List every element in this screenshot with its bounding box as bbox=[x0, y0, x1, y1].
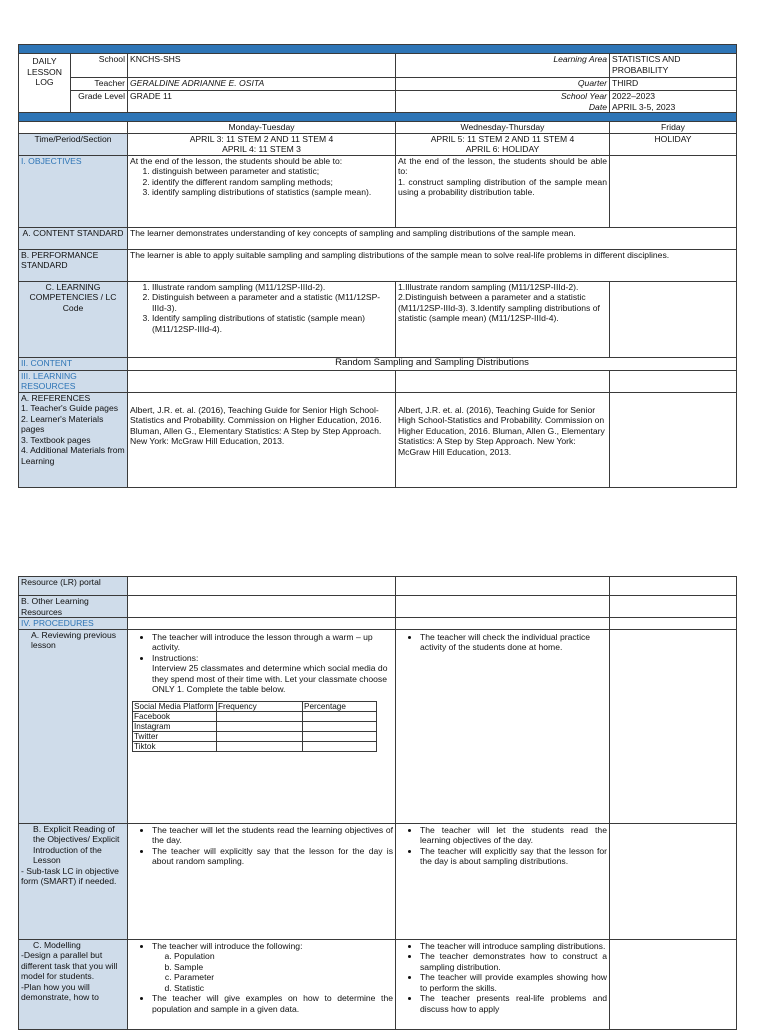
blank-cell bbox=[19, 122, 128, 134]
fri-references bbox=[610, 392, 737, 487]
dll-title: DAILY LESSON LOG bbox=[19, 54, 71, 113]
content-standard-label: A. CONTENT STANDARD bbox=[19, 227, 128, 249]
wt-reviewing: • The teacher will check the individual practice activity of the students done at home. bbox=[396, 629, 610, 823]
mt-modelling: • The teacher will introduce the following: a. Population b. Sample c. Parameter d. Statistic • The teacher will give examples on how to determine the population and sample in a given data. bbox=[128, 939, 396, 1029]
social-media-table bbox=[132, 701, 377, 752]
table-header: Social Media Platform bbox=[133, 701, 217, 711]
content-label: II. CONTENT bbox=[19, 357, 128, 370]
mt-other-blank bbox=[128, 596, 396, 618]
mt-schedule: APRIL 3: 11 STEM 2 AND 11 STEM 4 APRIL 4: 11 STEM 3 bbox=[128, 133, 396, 155]
performance-standard-text: The learner is able to apply suitable sampling and sampling distributions of the sample mean to solve real-life problems in different disciplines. bbox=[128, 249, 737, 281]
mt-resources-blank bbox=[128, 370, 396, 392]
wt-references: Albert, J.R. et. al. (2016), Teaching Guide for Senior High School-Statistics and Probability. Commission on Higher Education, 2016. Bluman, Allen G., Elementary Statistics: A Step by Step Approach. New York: McGraw Hill Education, 2013. bbox=[396, 392, 610, 487]
fri-objectives bbox=[610, 155, 737, 227]
section-blue-bar bbox=[19, 113, 737, 122]
objectives-label: I. OBJECTIVES bbox=[19, 155, 128, 227]
dll-page1-table bbox=[18, 44, 737, 488]
teacher-value: GERALDINE ADRIANNE E. OSITA bbox=[128, 78, 396, 91]
wt-proc-blank bbox=[396, 618, 610, 630]
grade-label: Grade Level bbox=[71, 91, 128, 113]
mt-reviewing: • The teacher will introduce the lesson through a warm – up activity. • Instructions: Interview 25 classmates and determine which social media do they spend most of their time with. Let your classmate choose ONLY 1. Complete the table below. Social Media Platform Frequency Percentage Facebook Instagram Twitter Tiktok bbox=[128, 629, 396, 823]
col-wednesday-thursday: Wednesday-Thursday bbox=[396, 122, 610, 134]
fri-schedule: HOLIDAY bbox=[610, 133, 737, 155]
table-row: Twitter bbox=[133, 731, 217, 741]
mt-proc-blank bbox=[128, 618, 396, 630]
mt-competencies: 1. Illustrate random sampling (M11/12SP-IIId-2). 2. Distinguish between a parameter and a statistic (M11/12SP-IIId-3). 3. Identify sampling distributions of statistic (sample mean) (M11/12SP-IIId-4). bbox=[128, 281, 396, 357]
time-period-label: Time/Period/Section bbox=[19, 133, 128, 155]
lr-portal-label: Resource (LR) portal bbox=[19, 577, 128, 596]
header-blue-bar bbox=[19, 45, 737, 54]
content-standard-text: The learner demonstrates understanding of key concepts of sampling and sampling distributions of the sample mean. bbox=[128, 227, 737, 249]
table-header: Frequency bbox=[217, 701, 303, 711]
school-label: School bbox=[71, 54, 128, 78]
grade-value: GRADE 11 bbox=[128, 91, 396, 113]
mt-explicit: • The teacher will let the students read the learning objectives of the day. • The teacher will explicitly say that the lesson for the day is about random sampling. bbox=[128, 823, 396, 939]
fri-lr-blank bbox=[610, 577, 737, 596]
year-date-values: 2022–2023 APRIL 3-5, 2023 bbox=[610, 91, 737, 113]
competencies-label: C. LEARNING COMPETENCIES / LC Code bbox=[19, 281, 128, 357]
reviewing-label: A. Reviewing previous lesson bbox=[19, 629, 128, 823]
modelling-label: C. Modelling -Design a parallel but different task that you will model for students. -Plan how you will demonstrate, how to bbox=[19, 939, 128, 1029]
table-row: Tiktok bbox=[133, 741, 217, 751]
col-monday-tuesday: Monday-Tuesday bbox=[128, 122, 396, 134]
performance-standard-label: B. PERFORMANCE STANDARD bbox=[19, 249, 128, 281]
learning-area-value: STATISTICS AND PROBABILITY bbox=[610, 54, 737, 78]
wt-resources-blank bbox=[396, 370, 610, 392]
fri-modelling bbox=[610, 939, 737, 1029]
fri-proc-blank bbox=[610, 618, 737, 630]
table-row: Instagram bbox=[133, 721, 217, 731]
wt-other-blank bbox=[396, 596, 610, 618]
dll-page2-table bbox=[18, 576, 737, 1030]
content-text: Random Sampling and Sampling Distributions bbox=[128, 357, 737, 370]
mt-lr-blank bbox=[128, 577, 396, 596]
learning-area-label: Learning Area bbox=[396, 54, 610, 78]
school-value: KNCHS-SHS bbox=[128, 54, 396, 78]
wt-competencies: 1.Illustrate random sampling (M11/12SP-IIId-2). 2.Distinguish between a parameter and a statistic (M11/12SP-IIId-3). 3.Identify sampling distributions of statistic (sample mean) (M11/12SP-IIId-4). bbox=[396, 281, 610, 357]
mt-objectives: At the end of the lesson, the students should be able to: 1. distinguish between parameter and statistic; 2. identify the different random sampling methods; 3. identify sampling distributions of statistics (sample mean). bbox=[128, 155, 396, 227]
fri-resources-blank bbox=[610, 370, 737, 392]
quarter-label: Quarter bbox=[396, 78, 610, 91]
wt-modelling: • The teacher will introduce sampling distributions. • The teacher demonstrates how to construct a sampling distribution. • The teacher will provide examples showing how to perform the skills. • The teacher presents real-life problems and discuss how to apply bbox=[396, 939, 610, 1029]
fri-explicit bbox=[610, 823, 737, 939]
fri-reviewing bbox=[610, 629, 737, 823]
wt-schedule: APRIL 5: 11 STEM 2 AND 11 STEM 4 APRIL 6: HOLIDAY bbox=[396, 133, 610, 155]
table-row: Facebook bbox=[133, 711, 217, 721]
references-label: A. REFERENCES 1. Teacher's Guide pages 2. Learner's Materials pages 3. Textbook pages 4. Additional Materials from Learning bbox=[19, 392, 128, 487]
other-resources-label: B. Other Learning Resources bbox=[19, 596, 128, 618]
col-friday: Friday bbox=[610, 122, 737, 134]
mt-references: Albert, J.R. et. al. (2016), Teaching Guide for Senior High School-Statistics and Probability. Commission on Higher Education, 2016. Bluman, Allen G., Elementary Statistics: A Step by Step Approach. New York: McGraw Hill Education, 2013. bbox=[128, 392, 396, 487]
teacher-label: Teacher bbox=[71, 78, 128, 91]
fri-other-blank bbox=[610, 596, 737, 618]
fri-competencies bbox=[610, 281, 737, 357]
explicit-reading-label: B. Explicit Reading of the Objectives/ Explicit Introduction of the Lesson - Sub-task LC in objective form (SMART) if needed. bbox=[19, 823, 128, 939]
procedures-label: IV. PROCEDURES bbox=[19, 618, 128, 630]
wt-lr-blank bbox=[396, 577, 610, 596]
wt-objectives: At the end of the lesson, the students should be able to: 1. construct sampling distribution of the sample mean using a probability distribution table. bbox=[396, 155, 610, 227]
learning-resources-label: III. LEARNING RESOURCES bbox=[19, 370, 128, 392]
year-date-labels: School Year Date bbox=[396, 91, 610, 113]
table-header: Percentage bbox=[303, 701, 377, 711]
quarter-value: THIRD bbox=[610, 78, 737, 91]
wt-explicit: • The teacher will let the students read the learning objectives of the day. • The teacher will explicitly say that the lesson for the day is about sampling distributions. bbox=[396, 823, 610, 939]
